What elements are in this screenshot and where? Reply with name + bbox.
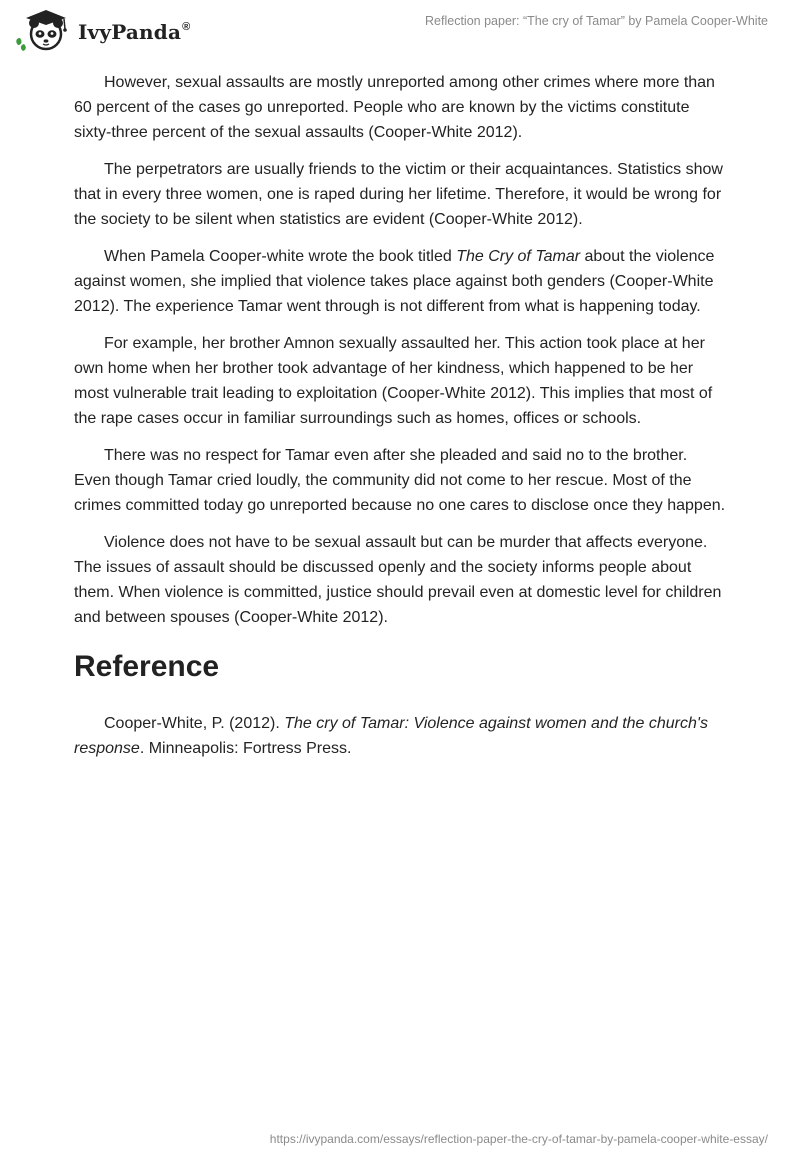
brand-name-text: IvyPanda bbox=[78, 20, 182, 44]
paragraph-4: For example, her brother Amnon sexually assaulted her. This action took place at her own home when her brother took advantage of her kindness, which happened to be her most vulnerable trait leading to exploitation (Cooper-White 2012). This implies that most of the rape cases occur in familiar surroundings such as homes, offices or schools. bbox=[74, 335, 713, 427]
reference-heading: Reference bbox=[74, 650, 220, 683]
reference-entry bbox=[74, 711, 728, 761]
paragraph-1: However, sexual assaults are mostly unreported among other crimes where more than 60 percent of the cases go unreported. People who are known by the victims constitute sixty-three percent of the sexual assaults (Cooper-White 2012). bbox=[74, 74, 715, 141]
paragraph-3-text-start: When Pamela Cooper-white wrote the book titled bbox=[104, 248, 457, 265]
reference-publisher: . Minneapolis: Fortress Press. bbox=[139, 740, 352, 757]
paragraph-3-text-end: about the violence against women, she implied that violence takes place against both genders (Cooper-White 2012). The experience Tamar went through is not different from what is happening today. bbox=[74, 248, 715, 315]
panda-graduate-logo-icon bbox=[14, 8, 76, 52]
document-title: Reflection paper: “The cry of Tamar” by Pamela Cooper-White bbox=[425, 14, 768, 28]
source-url[interactable]: https://ivypanda.com/essays/reflection-paper-the-cry-of-tamar-by-pamela-cooper-white-essay/ bbox=[269, 1132, 768, 1146]
brand-name bbox=[78, 20, 190, 44]
paragraph-6: Violence does not have to be sexual assault but can be murder that affects everyone. The issues of assault should be discussed openly and the society informs people about them. When violence is committed, justice should prevail even at domestic level for children and between spouses (Cooper-White 2012). bbox=[74, 534, 722, 626]
ivypanda-logo[interactable] bbox=[14, 8, 214, 52]
reference-title: The cry of Tamar: Violence against women and the church's response bbox=[74, 715, 708, 757]
reference-author: Cooper-White, P. (2012). bbox=[104, 715, 285, 732]
registered-mark: ® bbox=[182, 21, 191, 33]
essay-body bbox=[74, 70, 728, 773]
paragraph-5: There was no respect for Tamar even after she pleaded and said no to the brother. Even though Tamar cried loudly, the community did not come to her rescue. Most of the crimes committed today go unreported because no one cares to disclose once they happen. bbox=[74, 447, 726, 514]
book-title: The Cry of Tamar bbox=[456, 248, 581, 265]
paragraph-3 bbox=[74, 244, 728, 319]
paragraph-2: The perpetrators are usually friends to the victim or their acquaintances. Statistics show that in every three women, one is raped during her lifetime. Therefore, it would be wrong for the society to be silent when statistics are evident (Cooper-White 2012). bbox=[74, 161, 723, 228]
page-header bbox=[0, 0, 800, 60]
